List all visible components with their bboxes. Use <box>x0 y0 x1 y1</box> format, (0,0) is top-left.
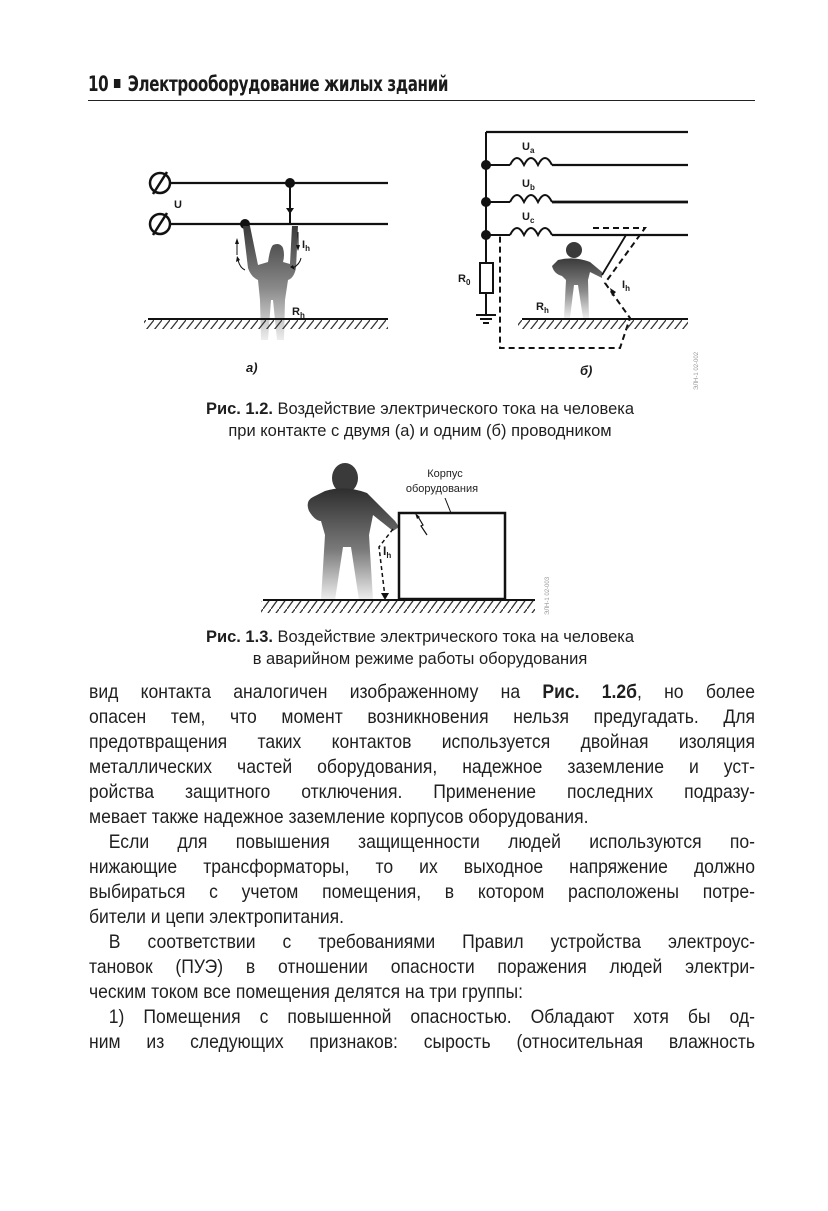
housing-label: Корпус <box>427 468 463 480</box>
text-line: выбираться с учетом помещения, в котором расположены потре- <box>89 881 755 903</box>
coil-icon <box>510 158 552 165</box>
caption-ref: Рис. 1.3. <box>205 628 273 646</box>
ground-hatch <box>518 320 688 329</box>
figure-code: ЭЛН-1 02-002 <box>694 351 700 390</box>
text-line: ческим током все помещения делятся на три группы: <box>89 981 523 1003</box>
phase-b <box>481 178 688 207</box>
body-text <box>89 680 755 1055</box>
svg-text:Ub: $U_b$ <box>522 178 535 192</box>
phase-a <box>481 141 688 170</box>
text-line: 1) Помещения с повышенной опасностью. Обладают хотя бы од- <box>108 1006 756 1028</box>
current-label: $I_h$ <box>622 279 630 293</box>
page-number: 10 <box>88 72 109 96</box>
svg-text:Ua: $U_a$ <box>522 141 535 155</box>
phase-c <box>481 211 688 240</box>
text-line: Если для повышения защищенности людей используются по- <box>108 831 756 853</box>
text-line: ройства защитного отключения. Применение последних подразу- <box>89 781 755 803</box>
resistor-icon <box>480 263 493 293</box>
ground-hatch <box>261 601 535 613</box>
person-figure <box>308 463 399 600</box>
resistance-label: $R_h$ <box>292 306 305 320</box>
figure-1-2b <box>450 120 720 390</box>
voltage-label: U <box>174 199 182 211</box>
r0-label: $R_0$ <box>458 273 471 287</box>
figure-1-3 <box>255 455 555 625</box>
figure-reference: Рис. 1.2б <box>542 681 637 703</box>
running-header <box>88 70 755 101</box>
panel-a-label: а) <box>246 360 258 375</box>
text-line: опасен тем, что момент возникновения нельзя предугадать. Для <box>89 706 755 728</box>
caption-ref: Рис. 1.2. <box>205 400 273 418</box>
terminal-icon <box>150 213 170 235</box>
square-bullet-icon <box>114 79 120 88</box>
text-line: предотвращения таких контактов используется двойная изоляция <box>89 731 755 753</box>
terminal-icon <box>150 172 170 194</box>
chapter-title: Электрооборудование жилых зданий <box>127 72 449 96</box>
svg-text:Uc: $U_c$ <box>522 211 535 225</box>
header-text <box>88 72 448 96</box>
figure-code: ЭЛН-1 02-003 <box>545 576 551 615</box>
ground-hatch <box>144 320 388 329</box>
text-line: ним из следующих признаков: сырость (относительная влажность <box>89 1031 755 1053</box>
ground-symbol-icon <box>476 315 496 323</box>
text-line: тановок (ПУЭ) в отношении опасности поражения людей электри- <box>89 956 755 978</box>
figure-1-2-caption: Рис. 1.2. Воздействие электрического тока на человека при контакте с двумя (а) и одним (б) проводником <box>205 400 635 440</box>
current-label: $I_h$ <box>302 239 310 253</box>
text-line: металлических частей оборудования, надежное заземление и уст- <box>89 756 755 778</box>
figure-1-3-caption: Рис. 1.3. Воздействие электрического тока на человека в аварийном режиме работы оборудования <box>205 628 635 668</box>
figure-1-2a <box>130 150 400 380</box>
coil-icon <box>510 228 552 235</box>
text-line: бители и цепи электропитания. <box>89 906 345 928</box>
text-line: В соответствии с требованиями Правил устройства электроус- <box>108 931 756 953</box>
resistance-label: $R_h$ <box>536 301 549 315</box>
current-path <box>379 529 393 597</box>
current-label: $I_h$ <box>383 544 392 560</box>
panel-b-label: б) <box>580 363 593 378</box>
equipment-housing <box>399 513 505 599</box>
person-figure <box>552 242 602 318</box>
housing-label: оборудования <box>405 483 479 495</box>
text-line: вид контакта аналогичен изображенному на Рис. 1.2б, но более <box>89 681 756 703</box>
text-line: нижающие трансформаторы, то их выходное напряжение должно <box>89 856 755 878</box>
text-line: мевает также надежное заземление корпусов оборудования. <box>89 806 589 828</box>
coil-icon <box>510 195 552 202</box>
